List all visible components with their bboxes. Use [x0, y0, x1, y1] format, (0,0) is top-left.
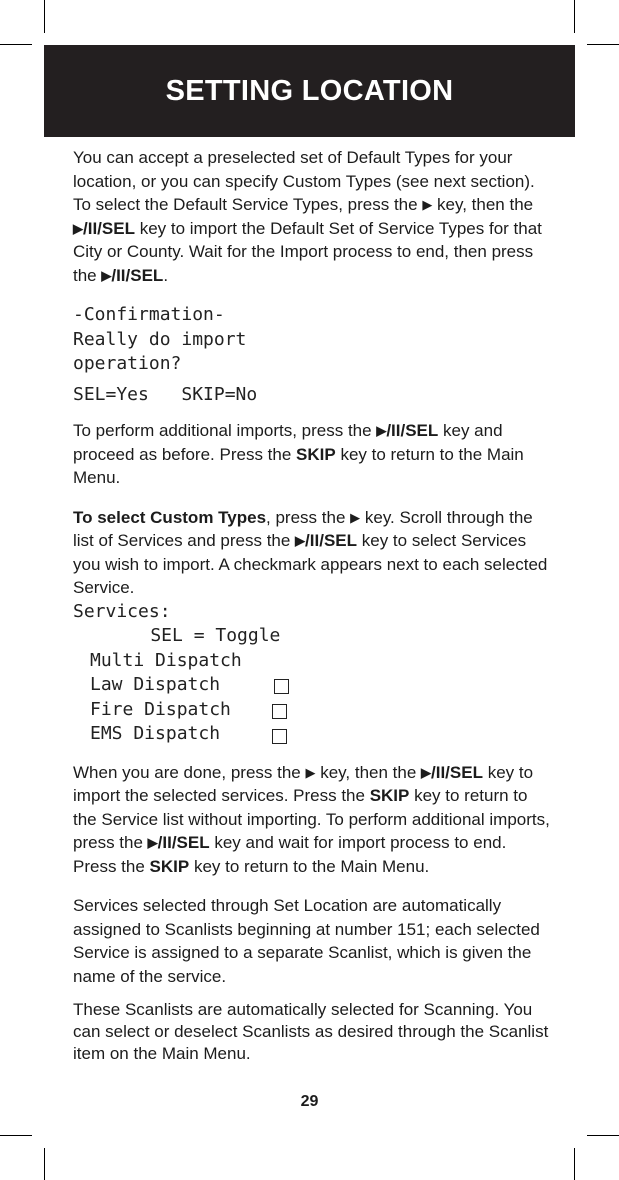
text: , press the — [266, 507, 351, 527]
play-icon: ▶ — [421, 764, 432, 780]
service-item: Fire Dispatch — [90, 698, 231, 720]
text: key to return to the Main Menu. — [73, 444, 524, 487]
key-label: SKIP — [369, 786, 410, 805]
play-icon: ▶ — [422, 197, 433, 212]
key-label: /II/SEL — [83, 218, 135, 238]
key-label: /II/SEL — [386, 421, 439, 440]
service-item: Multi Dispatch — [90, 649, 242, 671]
crop-mark — [0, 44, 32, 45]
checkbox-icon — [274, 679, 289, 694]
text: key to import the Default Set of Service Types for that City or County. Wait for the Import process to end, then press the — [73, 218, 542, 285]
checkbox-icon — [272, 729, 287, 744]
lcd-line: operation? — [73, 353, 182, 374]
text: key to select Services you wish to import. A checkmark appears next to each selected Service. — [73, 531, 548, 597]
key-label: /II/SEL — [305, 531, 358, 550]
page-content — [73, 146, 551, 1065]
paragraph-additional-imports — [73, 419, 551, 490]
play-icon: ▶ — [147, 835, 158, 850]
crop-mark — [44, 1148, 45, 1180]
play-icon: ▶ — [376, 423, 387, 438]
crop-mark — [574, 0, 575, 33]
page-number: 29 — [300, 1093, 319, 1110]
crop-mark — [574, 1148, 575, 1180]
paragraph-when-done — [73, 761, 551, 879]
text: . — [163, 265, 169, 285]
play-icon: ▶ — [350, 509, 361, 525]
service-item: EMS Dispatch — [90, 723, 221, 744]
play-icon: ▶ — [295, 533, 306, 548]
crop-mark — [587, 1135, 619, 1136]
lcd-confirmation-display — [73, 303, 551, 407]
checkbox-icon — [272, 704, 287, 719]
text: key to return to the Main Menu. — [189, 856, 430, 876]
key-label: SKIP — [149, 856, 190, 876]
key-label: SKIP — [296, 444, 336, 464]
lcd-line: -Confirmation- — [73, 304, 225, 325]
text: key. Scroll through the list of Services and press the — [73, 507, 533, 550]
play-icon: ▶ — [73, 220, 83, 236]
text: When you are done, press the — [73, 762, 306, 782]
section-header — [44, 45, 575, 137]
crop-mark — [0, 1135, 32, 1136]
play-icon: ▶ — [305, 764, 316, 780]
paragraph-intro — [73, 146, 551, 287]
lcd-line: SEL = Toggle — [107, 625, 281, 646]
text: To perform additional imports, press the — [73, 421, 377, 440]
play-icon: ▶ — [101, 267, 112, 283]
key-label: /II/SEL — [431, 762, 483, 782]
lcd-line: Really do import — [73, 328, 247, 350]
lcd-line: SEL=Yes SKIP=No — [73, 383, 258, 405]
text: key to import the selected services. Press the — [73, 762, 534, 805]
lcd-line: Services: — [73, 600, 171, 622]
key-label: /II/SEL — [111, 265, 164, 285]
text: You can accept a preselected set of Default Types for your location, or you can specify Custom Types (see next section). To select the Default Service Types, press the — [73, 148, 535, 214]
paragraph-scanlist-selection: These Scanlists are automatically selected for Scanning. You can select or deselect Scanlists as desired through the Scanlist item on the Main Menu. — [73, 1000, 549, 1063]
lcd-services-display — [73, 600, 551, 747]
crop-mark — [587, 44, 619, 45]
text: key and wait for import process to end. Press the — [73, 833, 507, 876]
paragraph-scanlist-assignment: Services selected through Set Location are automatically assigned to Scanlists beginning at number 151; each selected Service is assigned to a separate Scanlist, which is given the name of the service. — [73, 896, 540, 986]
text: key to return to the Service list without importing. To perform additional imports, press the — [73, 786, 550, 852]
bold-heading: To select Custom Types — [73, 507, 267, 527]
page-title: SETTING LOCATION — [165, 74, 454, 107]
text: key, then the — [315, 762, 422, 782]
text: key, then the — [432, 195, 534, 214]
service-item: Law Dispatch — [90, 674, 221, 695]
paragraph-custom-types — [73, 506, 551, 600]
crop-mark — [44, 0, 45, 33]
text: key and proceed as before. Press the — [73, 421, 503, 464]
key-label: /II/SEL — [157, 833, 210, 852]
